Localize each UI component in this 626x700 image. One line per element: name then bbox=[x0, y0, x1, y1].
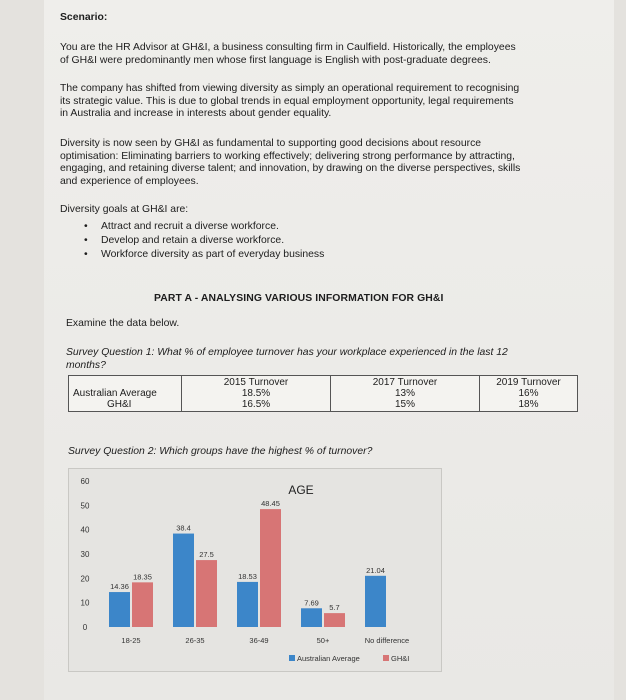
column-header: 2015 Turnover bbox=[223, 377, 289, 388]
paragraph-intro bbox=[60, 42, 572, 67]
bar-data-label: 18.35 bbox=[133, 572, 152, 582]
document-page bbox=[44, 0, 614, 700]
list-item: • Attract and recruit a diverse workforce. bbox=[84, 221, 279, 232]
bar bbox=[132, 582, 153, 627]
y-tick-label: 20 bbox=[80, 574, 90, 584]
row-label-cell: Australian Average GH&I bbox=[69, 376, 182, 412]
survey-question-1: Survey Question 1: What % of employee turnover has your workplace experienced in the last 12 months? bbox=[66, 347, 508, 371]
paragraph-line: optimisation: Eliminating barriers to working effectively; delivering strong performance by attracting, bbox=[60, 150, 515, 162]
list-item: • Develop and retain a diverse workforce. bbox=[84, 235, 285, 246]
goals-list bbox=[84, 220, 324, 262]
table-cell: 2017 Turnover 13% 15% bbox=[331, 376, 480, 412]
paragraph-line: Diversity is now seen by GH&I as fundamental to supporting good decisions about resource bbox=[60, 138, 482, 149]
legend-label: GH&I bbox=[391, 654, 410, 663]
bar-data-label: 38.4 bbox=[176, 523, 191, 533]
bar bbox=[237, 582, 258, 627]
bar bbox=[109, 592, 130, 627]
paragraph-line: The company has shifted from viewing diversity as simply an operational requirement to recognising bbox=[60, 83, 520, 94]
part-a-title: PART A - ANALYSING VARIOUS INFORMATION FOR GH&I bbox=[154, 293, 444, 304]
paragraph-strategy bbox=[60, 83, 572, 121]
legend-swatch bbox=[383, 655, 389, 661]
paragraph-line: You are the HR Advisor at GH&I, a business consulting firm in Caulfield. Historically, the employees bbox=[60, 42, 516, 53]
x-tick-label: 36-49 bbox=[249, 636, 269, 645]
x-tick-label: 18-25 bbox=[121, 636, 141, 645]
paragraph-line: its strategic value. This is due to global trends in equal employment opportunity, legal requirements bbox=[60, 95, 514, 107]
examine-instruction: Examine the data below. bbox=[66, 318, 180, 329]
bullet-icon: • bbox=[84, 221, 88, 232]
paragraph-line: and experience of employees. bbox=[60, 175, 199, 187]
y-tick-label: 0 bbox=[82, 623, 88, 632]
bar-data-label: 27.5 bbox=[199, 550, 214, 560]
column-header: 2017 Turnover bbox=[372, 377, 438, 388]
table-cell: 2019 Turnover 16% 18% bbox=[480, 376, 578, 412]
chart-svg bbox=[69, 469, 441, 671]
bar-data-label: 48.45 bbox=[261, 499, 280, 509]
paragraph-line: engaging, and retaining diverse talent; and innovation, by drawing on the diverse perspectives, skills bbox=[60, 163, 521, 175]
bar-data-label: 18.53 bbox=[238, 571, 257, 581]
bar bbox=[260, 509, 281, 627]
age-turnover-chart bbox=[68, 468, 442, 672]
turnover-table bbox=[68, 375, 578, 412]
bar bbox=[196, 560, 217, 627]
y-tick-label: 40 bbox=[80, 525, 90, 535]
bar-data-label: 21.04 bbox=[366, 565, 385, 575]
y-tick-label: 10 bbox=[80, 598, 90, 608]
chart-title: AGE bbox=[288, 483, 314, 497]
x-tick-label: No difference bbox=[364, 636, 410, 645]
bar bbox=[365, 576, 386, 627]
paragraph-line: in Australia and increase in interests about gender equality. bbox=[60, 108, 332, 120]
bar bbox=[173, 534, 194, 627]
table-row bbox=[69, 376, 578, 412]
y-tick-label: 50 bbox=[80, 501, 90, 511]
x-tick-label: 26-35 bbox=[185, 636, 205, 645]
bar-data-label: 14.36 bbox=[110, 582, 129, 592]
table-cell: 2015 Turnover 18.5% 16.5% bbox=[182, 376, 331, 412]
paragraph-line: of GH&I were predominantly men whose first language is English with post-graduate degrees. bbox=[60, 54, 491, 66]
legend-label: Australian Average bbox=[297, 654, 360, 663]
goals-intro: Diversity goals at GH&I are: bbox=[60, 204, 189, 215]
x-tick-label: 50+ bbox=[316, 636, 330, 645]
paragraph-diversity bbox=[60, 138, 572, 188]
survey-question-2: Survey Question 2: Which groups have the highest % of turnover? bbox=[68, 446, 373, 457]
bullet-icon: • bbox=[84, 235, 88, 246]
y-tick-label: 30 bbox=[80, 550, 90, 559]
scenario-heading: Scenario: bbox=[60, 12, 108, 23]
legend-swatch bbox=[289, 655, 295, 661]
list-item: • Workforce diversity as part of everyday business bbox=[84, 249, 325, 260]
bar bbox=[324, 613, 345, 627]
y-tick-label: 60 bbox=[80, 477, 90, 486]
bullet-icon: • bbox=[84, 249, 88, 260]
bar-data-label: 5.7 bbox=[329, 603, 340, 613]
bar-data-label: 7.69 bbox=[304, 598, 319, 608]
bar bbox=[301, 608, 322, 627]
column-header: 2019 Turnover bbox=[496, 377, 561, 388]
